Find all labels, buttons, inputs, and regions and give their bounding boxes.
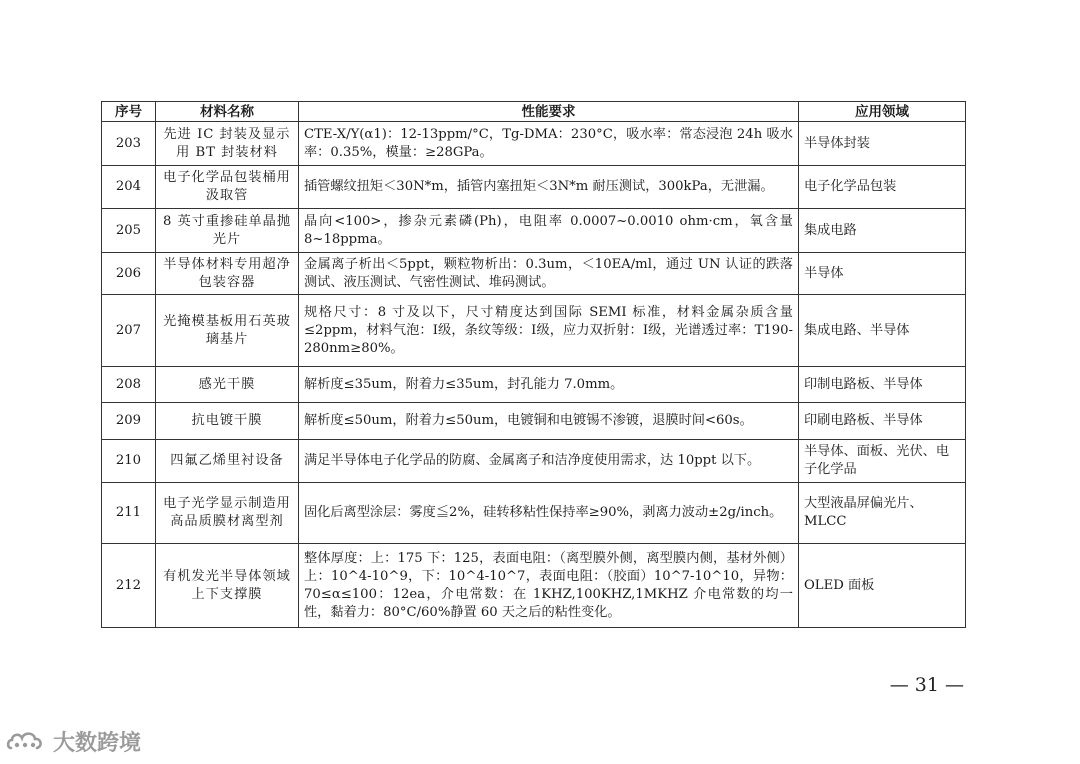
table-row	[102, 403, 966, 440]
serial-cell: 209	[102, 403, 156, 440]
serial-cell: 208	[102, 367, 156, 403]
table-row	[102, 209, 966, 253]
serial-cell: 211	[102, 483, 156, 544]
table-row	[102, 253, 966, 295]
application-cell: 电子化学品包装	[799, 166, 966, 209]
application-cell: 大型液晶屏偏光片、MLCC	[799, 483, 966, 544]
serial-cell: 212	[102, 544, 156, 628]
table-row	[102, 295, 966, 367]
header-requirement: 性能要求	[299, 102, 799, 122]
requirement-cell: 规格尺寸：8 寸及以下，尺寸精度达到国际 SEMI 标准，材料金属杂质含量≤2ppm，材料气泡：I级，条纹等级：I级，应力双折射：I级，光谱透过率：T190-280nm≥80%。	[299, 295, 799, 367]
header-serial: 序号	[102, 102, 156, 122]
requirement-cell: 满足半导体电子化学品的防腐、金属离子和洁净度使用需求，达 10ppt 以下。	[299, 440, 799, 483]
serial-cell: 207	[102, 295, 156, 367]
requirement-cell: 解析度≤35um，附着力≤35um，封孔能力 7.0mm。	[299, 367, 799, 403]
serial-cell: 206	[102, 253, 156, 295]
application-cell: 集成电路	[799, 209, 966, 253]
application-cell: 半导体封装	[799, 122, 966, 166]
page-number: — 31 —	[889, 674, 964, 696]
material-name-cell: 电子光学显示制造用高品质膜材离型剂	[156, 483, 299, 544]
header-application: 应用领域	[799, 102, 966, 122]
table-row	[102, 367, 966, 403]
material-name-cell: 四氟乙烯里衬设备	[156, 440, 299, 483]
table-row	[102, 483, 966, 544]
requirement-cell: CTE-X/Y(α1)：12-13ppm/°C，Tg-DMA：230°C，吸水率：常态浸泡 24h 吸水率：0.35%，模量：≥28GPa。	[299, 122, 799, 166]
watermark	[5, 726, 141, 757]
application-cell: OLED 面板	[799, 544, 966, 628]
material-name-cell: 先进 IC 封装及显示用 BT 封装材料	[156, 122, 299, 166]
requirement-cell: 插管螺纹扭矩＜30N*m，插管内塞扭矩＜3N*m 耐压测试，300kPa，无泄漏。	[299, 166, 799, 209]
application-cell: 印制电路板、半导体	[799, 367, 966, 403]
table-row	[102, 122, 966, 166]
application-cell: 半导体	[799, 253, 966, 295]
table-row	[102, 544, 966, 628]
material-name-cell: 8 英寸重掺硅单晶抛光片	[156, 209, 299, 253]
requirement-cell: 整体厚度：上：175 下：125，表面电阻：（离型膜外侧，离型膜内侧，基材外侧）上：10^4-10^9，下：10^4-10^7，表面电阻：（胶面）10^7-10^10，异物：70≤α≤100：12ea，介电常数：在 1KHZ,100KHZ,1MKHZ 介电常数的均一性，黏着力：80°C/60%静置 60 天之后的粘性变化。	[299, 544, 799, 628]
serial-cell: 205	[102, 209, 156, 253]
material-name-cell: 光掩模基板用石英玻璃基片	[156, 295, 299, 367]
serial-cell: 204	[102, 166, 156, 209]
materials-table	[101, 101, 966, 628]
material-name-cell: 感光干膜	[156, 367, 299, 403]
table-row	[102, 166, 966, 209]
requirement-cell: 解析度≤50um，附着力≤50um，电镀铜和电镀锡不渗镀，退膜时间<60s。	[299, 403, 799, 440]
material-name-cell: 电子化学品包装桶用汲取管	[156, 166, 299, 209]
requirement-cell: 晶向<100>，掺杂元素磷(Ph)，电阻率 0.0007~0.0010 ohm·cm，氧含量 8~18ppma。	[299, 209, 799, 253]
cloud-logo-icon	[5, 728, 49, 756]
requirement-cell: 固化后离型涂层：雾度≦2%，硅转移粘性保持率≥90%，剥离力波动±2g/inch。	[299, 483, 799, 544]
material-name-cell: 半导体材料专用超净包装容器	[156, 253, 299, 295]
serial-cell: 203	[102, 122, 156, 166]
table-row	[102, 440, 966, 483]
table-header-row	[102, 102, 966, 122]
application-cell: 集成电路、半导体	[799, 295, 966, 367]
material-name-cell: 有机发光半导体领域上下支撑膜	[156, 544, 299, 628]
watermark-text: 大数跨境	[53, 731, 142, 756]
serial-cell: 210	[102, 440, 156, 483]
application-cell: 半导体、面板、光伏、电子化学品	[799, 440, 966, 483]
material-name-cell: 抗电镀干膜	[156, 403, 299, 440]
application-cell: 印刷电路板、半导体	[799, 403, 966, 440]
header-material-name: 材料名称	[156, 102, 299, 122]
requirement-cell: 金属离子析出＜5ppt，颗粒物析出：0.3um，＜10EA/ml，通过 UN 认证的跌落测试、液压测试、气密性测试、堆码测试。	[299, 253, 799, 295]
